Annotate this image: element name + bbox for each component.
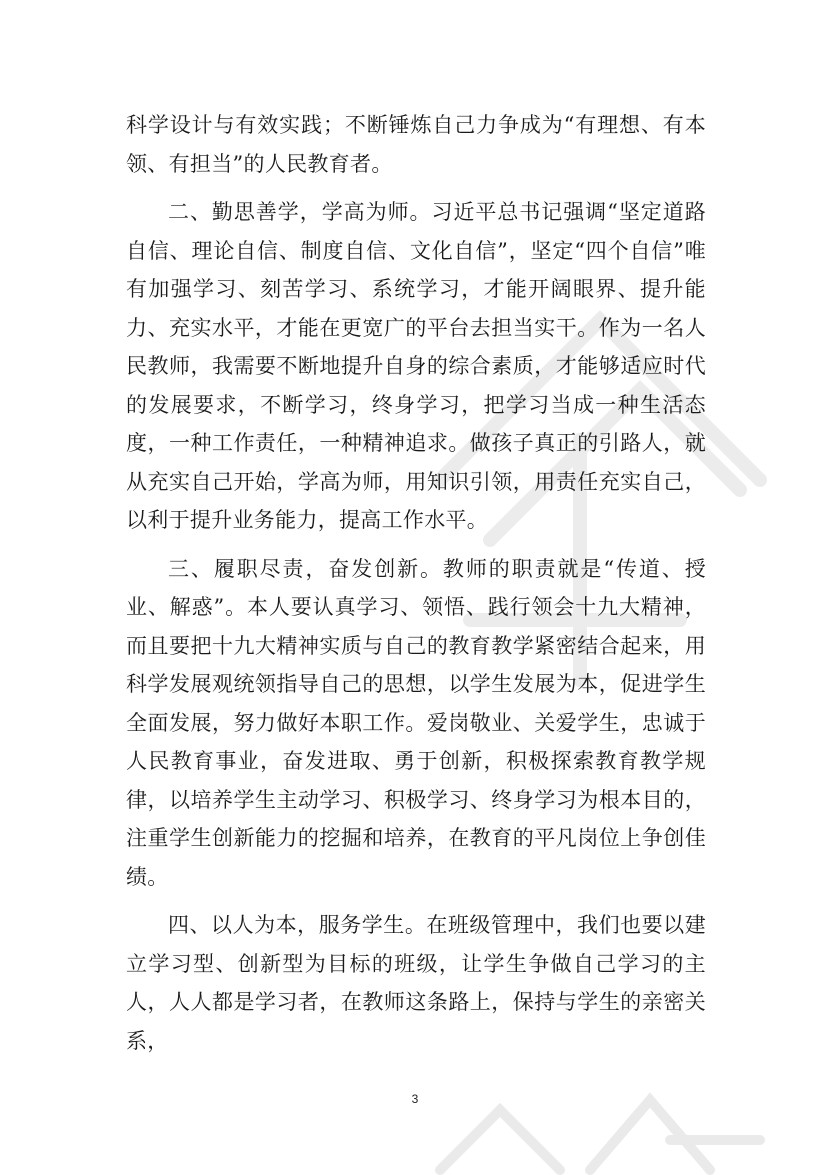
paragraph-section-four: 四、以人为本，服务学生。在班级管理中，我们也要以建立学习型、创新型为目标的班级，让学生争做自己学习的主人，人人都是学习者，在教师这条路上，保持与学生的亲密关系， (126, 913, 706, 1053)
page-number: 3 (411, 1092, 419, 1106)
paragraph-section-two: 二、勤思善学，学高为师。习近平总书记强调“坚定道路自信、理论自信、制度自信、文化自信”，坚定“四个自信”唯有加强学习、刻苦学习、系统学习，才能开阔眼界、提升能力、充实水平，才能在更宽广的平台去担当实干。作为一名人民教师，我需要不断地提升自身的综合素质，才能够适应时代的发展要求，不断学习，终身学习，把学习当成一种生活态度，一种工作责任，一种精神追求。做孩子真正的引路人，就从充实自己开始，学高为师，用知识引领，用责任充实自己，以利于提升业务能力，提高工作水平。 (126, 200, 706, 532)
paragraph-continuation: 科学设计与有效实践；不断锤炼自己力争成为“有理想、有本领、有担当”的人民教育者。 (126, 113, 706, 176)
paragraph-section-three: 三、履职尽责，奋发创新。教师的职责就是“传道、授业、解惑”。本人要认真学习、领悟、践行领会十九大精神，而且要把十九大精神实质与自己的教育教学紧密结合起来，用科学发展观统领指导自己的思想，以学生发展为本，促进学生全面发展，努力做好本职工作。爱岗敬业、关爱学生，忠诚于人民教育事业，奋发进取、勇于创新，积极探索教育教学规律，以培养学生主动学习、积极学习、终身学习为根本目的，注重学生创新能力的挖掘和培养，在教育的平凡岗位上争创佳绩。 (126, 556, 706, 889)
document-body (126, 106, 706, 1060)
